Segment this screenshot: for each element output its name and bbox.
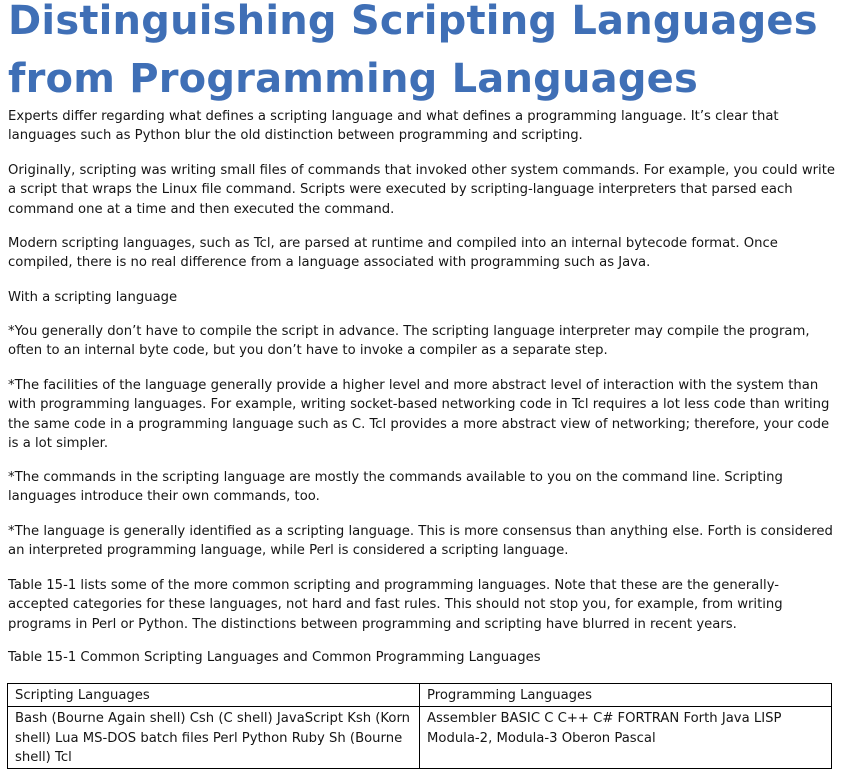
cell-programming-languages: Assembler BASIC C C++ C# FORTRAN Forth Java LISP Modula-2, Modula-3 Oberon Pascal (420, 707, 832, 769)
table-header-row (8, 684, 832, 707)
table-row (8, 707, 832, 769)
bullet-compile: *You generally don’t have to compile the script in advance. The scripting language interpreter may compile the program, often to an internal byte code, but you don’t have to invoke a compiler as a separate step. (8, 324, 810, 359)
paragraph-lead-in: With a scripting language (8, 290, 178, 305)
languages-table (7, 683, 832, 769)
paragraph-intro: Experts differ regarding what defines a scripting language and what defines a programming language. It’s clear that languages such as Python blur the old distinction between programming and scripting. (8, 109, 779, 144)
cell-scripting-languages: Bash (Bourne Again shell) Csh (C shell) JavaScript Ksh (Korn shell) Lua MS-DOS batch files Perl Python Ruby Sh (Bourne shell) Tcl (8, 707, 420, 769)
bullet-abstraction: *The facilities of the language generally provide a higher level and more abstract level of interaction with the system than with programming languages. For example, writing socket-based networking code in Tcl requires a lot less code than writing the same code in a programming language such as C. Tcl provides a more abstract view of networking; therefore, your code is a lot simpler. (8, 378, 830, 451)
page-title: Distinguishing Scripting Languages from Programming Languages (8, 0, 818, 102)
bullet-consensus: *The language is generally identified as a scripting language. This is more consensus than anything else. Forth is considered an interpreted programming language, while Perl is considered a scripting language. (8, 524, 833, 559)
paragraph-modern: Modern scripting languages, such as Tcl, are parsed at runtime and compiled into an internal bytecode format. Once compiled, there is no real difference from a language associated with programming such as Java. (8, 236, 778, 271)
bullet-commands: *The commands in the scripting language are mostly the commands available to you on the command line. Scripting languages introduce their own commands, too. (8, 470, 783, 505)
paragraph-table-intro: Table 15-1 lists some of the more common scripting and programming languages. Note that these are the generally-accepted categories for these languages, not hard and fast rules. This should not stop you, for example, from writing programs in Perl or Python. The distinctions between programming and scripting have blurred in recent years. (8, 578, 783, 632)
table-caption: Table 15-1 Common Scripting Languages and Common Programming Languages (8, 650, 541, 665)
header-programming: Programming Languages (420, 684, 832, 707)
paragraph-origins: Originally, scripting was writing small files of commands that invoked other system commands. For example, you could write a script that wraps the Linux file command. Scripts were executed by scripting-language interpreters that parsed each command one at a time and then executed the command. (8, 163, 835, 217)
header-scripting: Scripting Languages (8, 684, 420, 707)
